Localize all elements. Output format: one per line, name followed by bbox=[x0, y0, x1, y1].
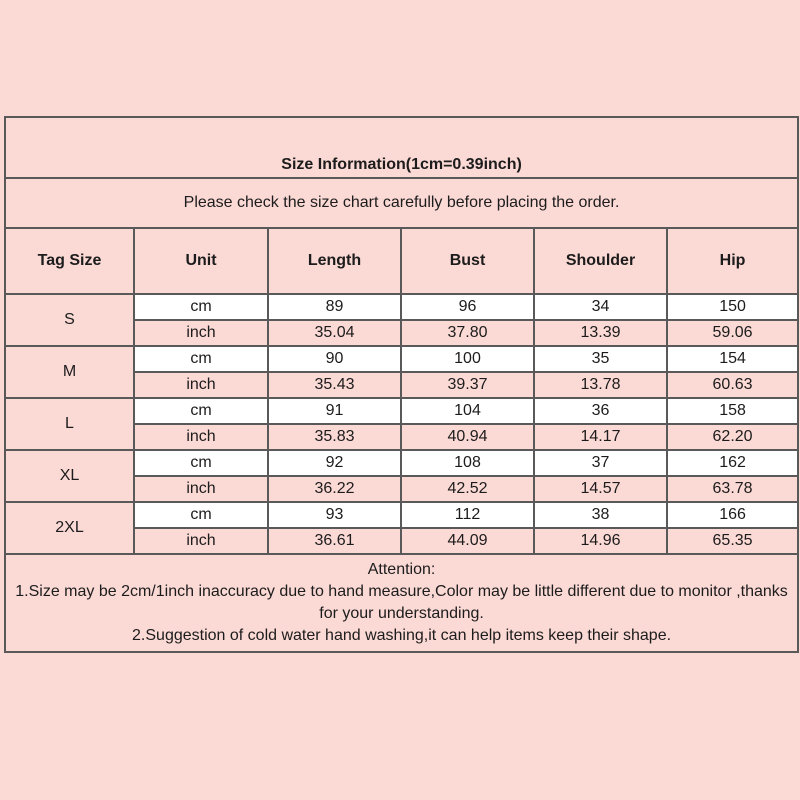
header-row bbox=[5, 228, 798, 294]
size-chart-table bbox=[4, 116, 799, 653]
unit-cell: inch bbox=[134, 424, 268, 450]
value-cell: 60.63 bbox=[667, 372, 798, 398]
value-cell: 14.17 bbox=[534, 424, 667, 450]
value-cell: 35.43 bbox=[268, 372, 401, 398]
size-row-l-cm bbox=[5, 398, 798, 424]
value-cell: 39.37 bbox=[401, 372, 534, 398]
value-cell: 40.94 bbox=[401, 424, 534, 450]
unit-cell: cm bbox=[134, 294, 268, 320]
value-cell: 59.06 bbox=[667, 320, 798, 346]
value-cell: 100 bbox=[401, 346, 534, 372]
value-cell: 37.80 bbox=[401, 320, 534, 346]
value-cell: 44.09 bbox=[401, 528, 534, 554]
value-cell: 65.35 bbox=[667, 528, 798, 554]
size-row-xl-cm bbox=[5, 450, 798, 476]
column-header-unit: Unit bbox=[134, 228, 268, 294]
table-subtitle: Please check the size chart carefully before placing the order. bbox=[5, 178, 798, 228]
attention-label: Attention: bbox=[367, 561, 436, 578]
column-header-bust: Bust bbox=[401, 228, 534, 294]
value-cell: 92 bbox=[268, 450, 401, 476]
attention-line-1: 1.Size may be 2cm/1inch inaccuracy due to hand measure,Color may be little different due to monitor ,thanks for your understanding. bbox=[15, 583, 788, 622]
value-cell: 36 bbox=[534, 398, 667, 424]
unit-cell: cm bbox=[134, 450, 268, 476]
column-header-shoulder: Shoulder bbox=[534, 228, 667, 294]
attention-row bbox=[5, 554, 798, 652]
value-cell: 162 bbox=[667, 450, 798, 476]
unit-cell: inch bbox=[134, 372, 268, 398]
value-cell: 108 bbox=[401, 450, 534, 476]
attention-note bbox=[5, 554, 798, 652]
value-cell: 14.57 bbox=[534, 476, 667, 502]
value-cell: 35.04 bbox=[268, 320, 401, 346]
value-cell: 13.39 bbox=[534, 320, 667, 346]
size-tag-cell: M bbox=[5, 346, 134, 398]
value-cell: 93 bbox=[268, 502, 401, 528]
value-cell: 35.83 bbox=[268, 424, 401, 450]
column-header-length: Length bbox=[268, 228, 401, 294]
unit-cell: inch bbox=[134, 476, 268, 502]
value-cell: 150 bbox=[667, 294, 798, 320]
value-cell: 37 bbox=[534, 450, 667, 476]
unit-cell: cm bbox=[134, 398, 268, 424]
table-title: Size Information(1cm=0.39inch) bbox=[5, 117, 798, 178]
title-row bbox=[5, 117, 798, 178]
value-cell: 62.20 bbox=[667, 424, 798, 450]
value-cell: 34 bbox=[534, 294, 667, 320]
unit-cell: cm bbox=[134, 502, 268, 528]
size-row-s-cm bbox=[5, 294, 798, 320]
value-cell: 112 bbox=[401, 502, 534, 528]
size-tag-cell: 2XL bbox=[5, 502, 134, 554]
value-cell: 158 bbox=[667, 398, 798, 424]
value-cell: 63.78 bbox=[667, 476, 798, 502]
value-cell: 96 bbox=[401, 294, 534, 320]
value-cell: 104 bbox=[401, 398, 534, 424]
attention-line-2: 2.Suggestion of cold water hand washing,it can help items keep their shape. bbox=[132, 627, 672, 644]
column-header-tag-size: Tag Size bbox=[5, 228, 134, 294]
size-row-m-cm bbox=[5, 346, 798, 372]
column-header-hip: Hip bbox=[667, 228, 798, 294]
value-cell: 36.61 bbox=[268, 528, 401, 554]
value-cell: 35 bbox=[534, 346, 667, 372]
unit-cell: inch bbox=[134, 320, 268, 346]
size-tag-cell: S bbox=[5, 294, 134, 346]
value-cell: 154 bbox=[667, 346, 798, 372]
unit-cell: cm bbox=[134, 346, 268, 372]
size-row-2xl-cm bbox=[5, 502, 798, 528]
size-tag-cell: L bbox=[5, 398, 134, 450]
value-cell: 38 bbox=[534, 502, 667, 528]
value-cell: 14.96 bbox=[534, 528, 667, 554]
size-tag-cell: XL bbox=[5, 450, 134, 502]
value-cell: 36.22 bbox=[268, 476, 401, 502]
value-cell: 166 bbox=[667, 502, 798, 528]
value-cell: 91 bbox=[268, 398, 401, 424]
value-cell: 90 bbox=[268, 346, 401, 372]
value-cell: 89 bbox=[268, 294, 401, 320]
subtitle-row bbox=[5, 178, 798, 228]
value-cell: 42.52 bbox=[401, 476, 534, 502]
value-cell: 13.78 bbox=[534, 372, 667, 398]
unit-cell: inch bbox=[134, 528, 268, 554]
